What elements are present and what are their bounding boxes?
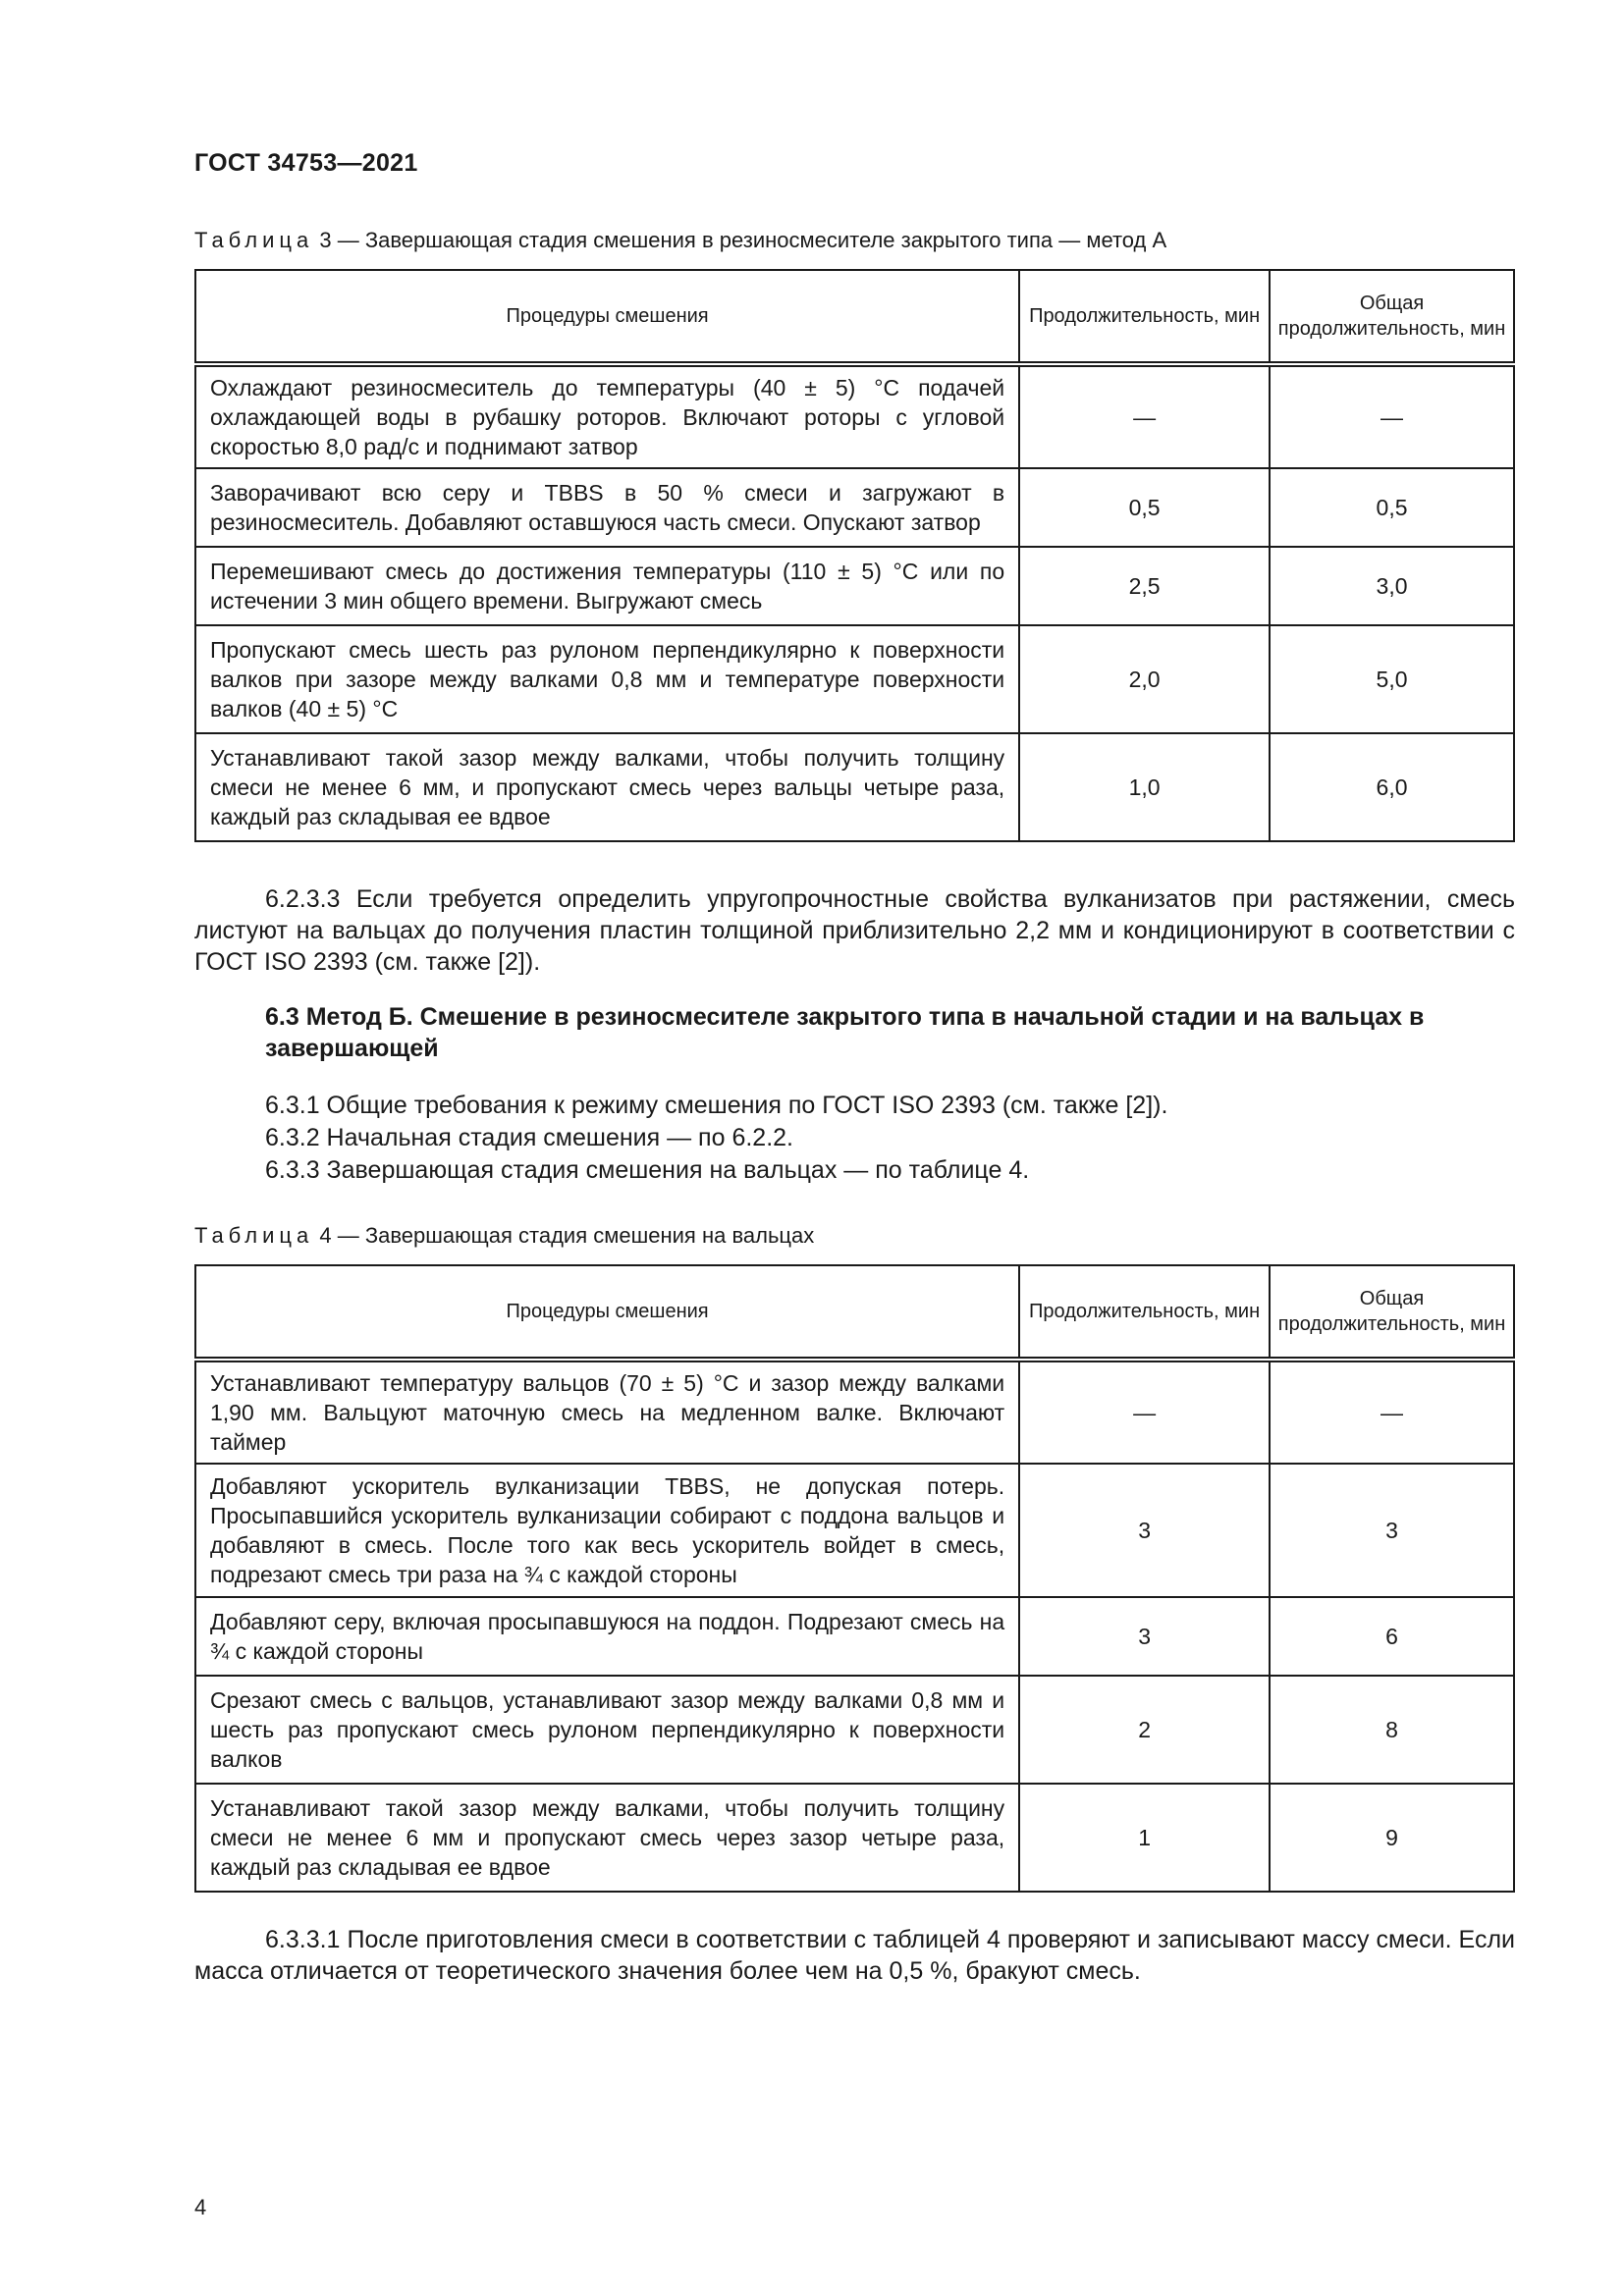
table3-procedure-cell: Заворачивают всю серу и TBBS в 50 % смеси и загружают в резиносмеситель. Добавляют оставшуюся часть смеси. Опускают затвор [195,468,1019,547]
table3 [194,269,1515,842]
item-6-3-2: 6.3.2 Начальная стадия смешения — по 6.2.2. [265,1124,793,1151]
table4-total-cell: — [1270,1360,1514,1464]
table3-procedure-cell: Устанавливают такой зазор между валками, чтобы получить толщину смеси не менее 6 мм, и пропускают смесь через вальцы четыре раза, каждый раз складывая ее вдвое [195,733,1019,841]
table-row [195,1597,1514,1676]
table4-procedure-cell: Срезают смесь с вальцов, устанавливают зазор между валками 0,8 мм и шесть раз пропускают смесь рулоном перпендикулярно к поверхности валков [195,1676,1019,1784]
table4-header-total: Общая продолжительность, мин [1270,1265,1514,1360]
table3-duration-cell: — [1019,364,1270,468]
table-row [195,1464,1514,1597]
table3-header-procedures: Процедуры смешения [195,270,1019,364]
table4-total-cell: 9 [1270,1784,1514,1892]
table3-duration-cell: 0,5 [1019,468,1270,547]
item-6-3-1: 6.3.1 Общие требования к режиму смешения по ГОСТ ISO 2393 (см. также [2]). [265,1092,1168,1119]
table4-header-row [195,1265,1514,1360]
document-header: ГОСТ 34753—2021 [194,149,418,177]
table4-total-cell: 8 [1270,1676,1514,1784]
table-row [195,1784,1514,1892]
table4-header-procedures: Процедуры смешения [195,1265,1019,1360]
table3-header-duration: Продолжительность, мин [1019,270,1270,364]
table3-caption-word: Таблица [194,228,314,252]
table-row [195,733,1514,841]
table3-duration-cell: 2,5 [1019,547,1270,625]
table-row [195,364,1514,468]
table4-duration-cell: 2 [1019,1676,1270,1784]
table4-caption [194,1223,814,1249]
table3-duration-cell: 2,0 [1019,625,1270,733]
table3-duration-cell: 1,0 [1019,733,1270,841]
table3-header-row [195,270,1514,364]
item-6-3-3: 6.3.3 Завершающая стадия смешения на вальцах — по таблице 4. [265,1156,1030,1184]
table-row [195,625,1514,733]
table4-procedure-cell: Устанавливают такой зазор между валками, чтобы получить толщину смеси не менее 6 мм и пропускают смесь через зазор четыре раза, каждый раз складывая ее вдвое [195,1784,1019,1892]
table4-caption-text: 4 — Завершающая стадия смешения на вальцах [313,1223,815,1248]
table3-procedure-cell: Охлаждают резиносмеситель до температуры (40 ± 5) °С подачей охлаждающей воды в рубашку роторов. Включают роторы с угловой скоростью 8,0 рад/с и поднимают затвор [195,364,1019,468]
table-row [195,1676,1514,1784]
table4-duration-cell: 3 [1019,1464,1270,1597]
table-row [195,547,1514,625]
table4-procedure-cell: Устанавливают температуру вальцов (70 ± 5) °С и зазор между валками 1,90 мм. Вальцуют маточную смесь на медленном валке. Включают таймер [195,1360,1019,1464]
table3-total-cell: 6,0 [1270,733,1514,841]
table4-duration-cell: — [1019,1360,1270,1464]
table3-procedure-cell: Перемешивают смесь до достижения температуры (110 ± 5) °С или по истечении 3 мин общего времени. Выгружают смесь [195,547,1019,625]
table4-total-cell: 3 [1270,1464,1514,1597]
table-row [195,1360,1514,1464]
table4-caption-word: Таблица [194,1223,314,1248]
table3-caption [194,228,1166,253]
section-6-3-heading: 6.3 Метод Б. Смешение в резиносмесителе закрытого типа в начальной стадии и на вальцах в завершающей [265,1003,1425,1062]
paragraph-6-3-3-1: 6.3.3.1 После приготовления смеси в соответствии с таблицей 4 проверяют и записывают массу смеси. Если масса отличается от теоретического значения более чем на 0,5 %, бракуют смесь. [194,1926,1515,1985]
table-row [195,468,1514,547]
table3-procedure-cell: Пропускают смесь шесть раз рулоном перпендикулярно к поверхности валков при зазоре между валками 0,8 мм и температуре поверхности валков (40 ± 5) °С [195,625,1019,733]
table3-total-cell: 0,5 [1270,468,1514,547]
table3-total-cell: 5,0 [1270,625,1514,733]
table3-total-cell: — [1270,364,1514,468]
table4-procedure-cell: Добавляют ускоритель вулканизации TBBS, не допуская потерь. Просыпавшийся ускоритель вулканизации собирают с поддона вальцов и добавляют в смесь. После того как весь ускоритель войдет в смесь, подрезают смесь три раза на ¾ с каждой стороны [195,1464,1019,1597]
table4-total-cell: 6 [1270,1597,1514,1676]
table3-caption-text: 3 — Завершающая стадия смешения в резиносмесителе закрытого типа — метод А [313,228,1167,252]
table3-header-total: Общая продолжительность, мин [1270,270,1514,364]
table3-total-cell: 3,0 [1270,547,1514,625]
table4 [194,1264,1515,1893]
table4-duration-cell: 3 [1019,1597,1270,1676]
paragraph-6-2-3-3: 6.2.3.3 Если требуется определить упругопрочностные свойства вулканизатов при растяжении, смесь листуют на вальцах до получения пластин толщиной приблизительно 2,2 мм и кондиционируют в соответствии с ГОСТ ISO 2393 (см. также [2]). [194,885,1515,976]
page-number: 4 [194,2195,207,2219]
table4-duration-cell: 1 [1019,1784,1270,1892]
table4-procedure-cell: Добавляют серу, включая просыпавшуюся на поддон. Подрезают смесь на ¾ с каждой стороны [195,1597,1019,1676]
table4-header-duration: Продолжительность, мин [1019,1265,1270,1360]
